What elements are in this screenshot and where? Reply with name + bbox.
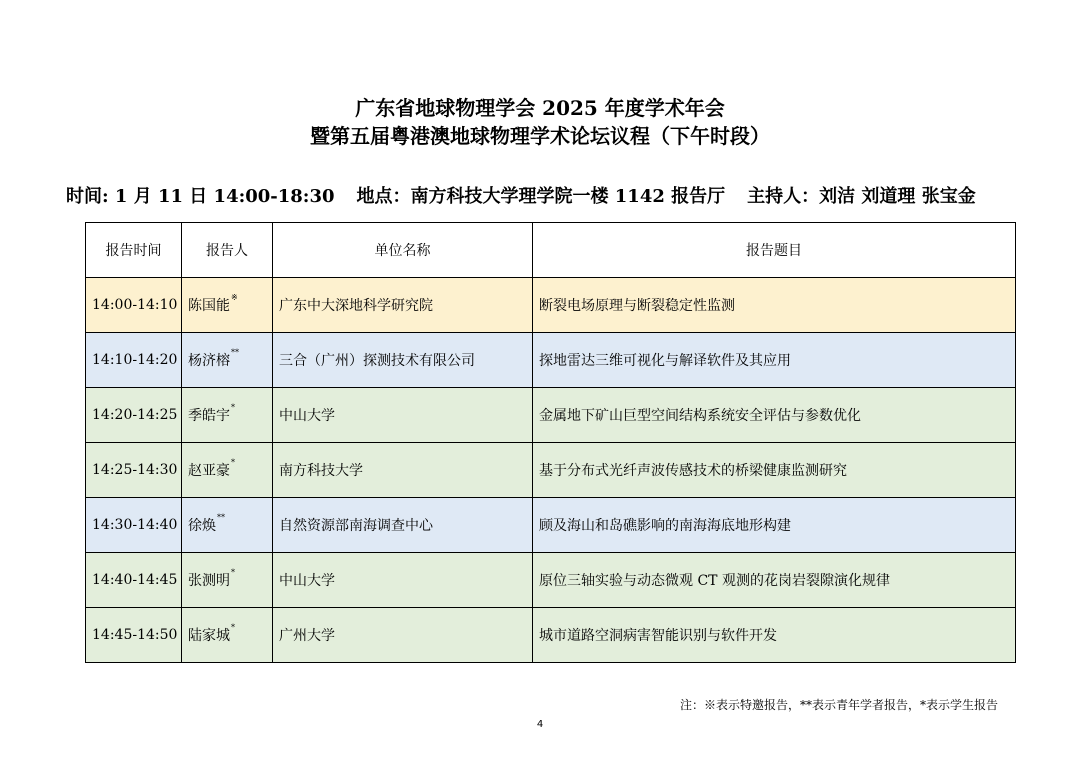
row-time: 14:20-14:25: [86, 388, 182, 443]
speaker-mark: **: [217, 513, 225, 522]
table-row: [86, 388, 1016, 443]
speaker-mark: ※: [231, 293, 238, 302]
row-speaker: [182, 553, 273, 608]
table-row: [86, 608, 1016, 663]
page-title-line-2: 暨第五届粤港澳地球物理学术论坛议程（下午时段）: [310, 124, 770, 148]
header-topic: 报告题目: [533, 223, 1016, 278]
agenda-body: [86, 278, 1016, 663]
row-topic: 探地雷达三维可视化与解译软件及其应用: [533, 333, 1016, 388]
row-topic: 顾及海山和岛礁影响的南海海底地形构建: [533, 498, 1016, 553]
row-organization: 自然资源部南海调查中心: [273, 498, 533, 553]
speaker-mark: **: [231, 348, 239, 357]
row-speaker: [182, 388, 273, 443]
speaker-name: 赵亚豪: [188, 463, 230, 479]
session-location: 地点：南方科技大学理学院一楼 1142 报告厅: [356, 186, 726, 207]
row-topic: 基于分布式光纤声波传感技术的桥梁健康监测研究: [533, 443, 1016, 498]
session-info: [66, 185, 976, 209]
speaker-mark: *: [231, 403, 235, 412]
row-organization: 中山大学: [273, 553, 533, 608]
speaker-mark: *: [231, 458, 235, 467]
speaker-mark: *: [231, 623, 235, 632]
speaker-name: 陆家城: [188, 628, 230, 644]
session-host: 主持人：刘洁 刘道理 张宝金: [747, 186, 976, 207]
row-topic: 断裂电场原理与断裂稳定性监测: [533, 278, 1016, 333]
row-speaker: [182, 443, 273, 498]
table-row: [86, 333, 1016, 388]
speaker-mark: *: [231, 568, 235, 577]
row-speaker: [182, 608, 273, 663]
header-organization: 单位名称: [273, 223, 533, 278]
header-speaker: 报告人: [182, 223, 273, 278]
row-time: 14:40-14:45: [86, 553, 182, 608]
row-speaker: [182, 278, 273, 333]
row-speaker: [182, 333, 273, 388]
speaker-name: 徐焕: [188, 518, 216, 534]
speaker-name: 季皓宇: [188, 408, 230, 424]
speaker-name: 杨济榕: [188, 353, 230, 369]
agenda-table: [85, 222, 1016, 663]
row-time: 14:10-14:20: [86, 333, 182, 388]
row-time: 14:30-14:40: [86, 498, 182, 553]
footnote-legend: 注：※表示特邀报告，**表示青年学者报告，*表示学生报告: [679, 698, 998, 712]
page-number: 4: [536, 719, 544, 730]
row-time: 14:45-14:50: [86, 608, 182, 663]
row-topic: 原位三轴实验与动态微观 CT 观测的花岗岩裂隙演化规律: [533, 553, 1016, 608]
table-row: [86, 498, 1016, 553]
table-header-row: [86, 223, 1016, 278]
row-organization: 三合（广州）探测技术有限公司: [273, 333, 533, 388]
row-organization: 广州大学: [273, 608, 533, 663]
table-row: [86, 553, 1016, 608]
speaker-name: 陈国能: [188, 298, 230, 314]
session-time: 时间: 1 月 11 日 14:00-18:30: [66, 186, 335, 207]
page-title-line-1: 广东省地球物理学会 2025 年度学术年会: [355, 96, 725, 120]
row-speaker: [182, 498, 273, 553]
row-organization: 中山大学: [273, 388, 533, 443]
row-time: 14:25-14:30: [86, 443, 182, 498]
header-time: 报告时间: [86, 223, 182, 278]
row-organization: 南方科技大学: [273, 443, 533, 498]
row-organization: 广东中大深地科学研究院: [273, 278, 533, 333]
row-time: 14:00-14:10: [86, 278, 182, 333]
table-row: [86, 443, 1016, 498]
speaker-name: 张测明: [188, 573, 230, 589]
table-row: [86, 278, 1016, 333]
row-topic: 城市道路空洞病害智能识别与软件开发: [533, 608, 1016, 663]
row-topic: 金属地下矿山巨型空间结构系统安全评估与参数优化: [533, 388, 1016, 443]
